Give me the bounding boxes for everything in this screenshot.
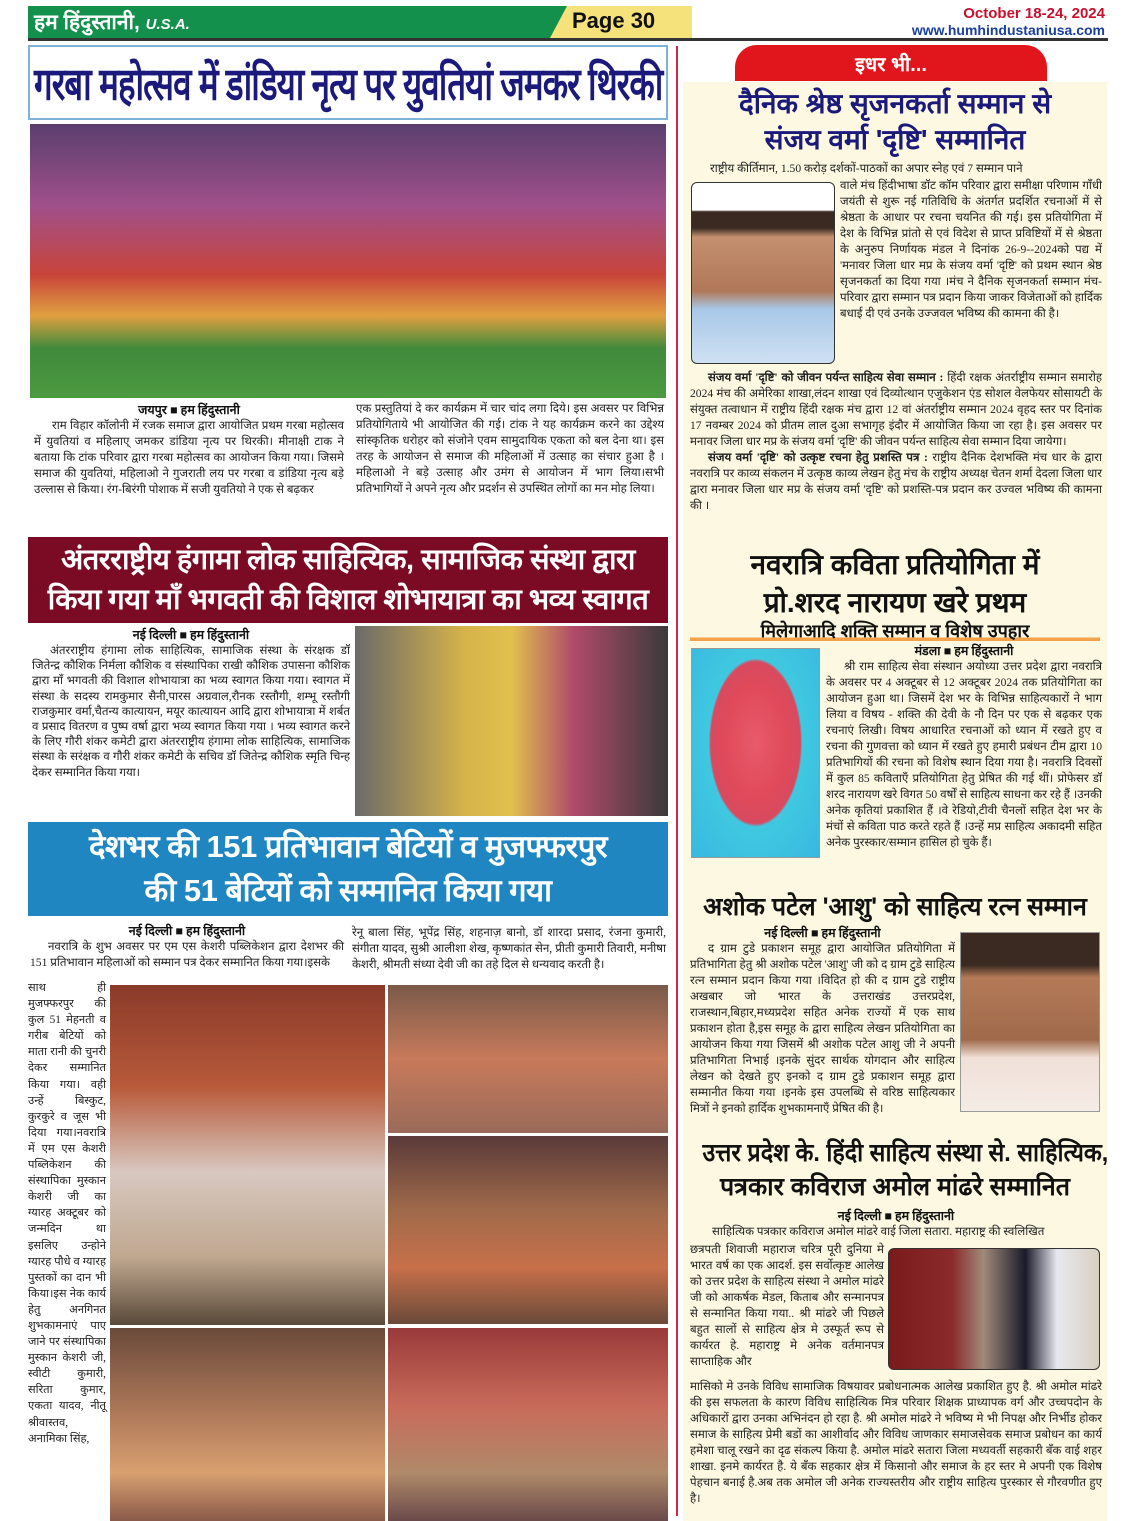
sharad-body: श्री राम साहित्य सेवा संस्थान अयोध्या उत्तर प्रदेश द्वारा नवरात्रि के अवसर पर 4 अक्टूबर से 12 अक्टूबर 2024 तक प्रतियोगिता का आयोजन हुआ था। जिसमें देश भर के विभिन्न साहित्यकारों ने भाग लिया व विषय - शक्ति की देवी के नौ दिन पर एक से बढ़कर एक रचनाएं लिखी। विषय आधारित रचनाओं को ध्यान में रखते हुए व रचना की गुणवत्ता को ध्यान में रखते हुए हमारी प्रबंधन टीम द्वारा 10 प्रतिभागियों की रचना को विशेष स्थान दिया गया है। नवरात्रि दिवसों में कुल 85 कविताएँ प्रतियोगिता हेतु प्रेषित की गई थीं। प्रोफेसर डॉ शरद नारायण खरे विगत 50 वर्षों से साहित्य साधना कर रहे हैं ।उनकी अनेक कृतियां प्रकाशित हैं ।वे रेडियो,टीवी चैनलों सहित देश भर के मंचों से कविता पाठ करते रहते हैं ।उन्हें मप्र साहित्य अकादमी सहित अनेक पुरस्कार/सम्मान हासिल हो चुके हैं। bbox=[826, 660, 1102, 849]
shobhayatra-headline-line2: किया गया माँ भगवती की विशाल शोभायात्रा का भव्य स्वागत bbox=[47, 584, 649, 616]
amol-dateline: नई दिल्ली ■ हम हिंदुस्तानी bbox=[837, 1209, 955, 1223]
website-link[interactable]: www.humhindustaniusa.com bbox=[911, 22, 1105, 38]
amol-award-photo bbox=[888, 1248, 1100, 1370]
sanjay-body: वाले मंच हिंदीभाषा डॉट कॉम परिवार द्वारा समीक्षा परिणाम गाँधी जयंती से शुरू नई गतिविधि के अंतर्गत प्रदर्शित रचनाओं में से श्रेष्ठता के आधार पर रचना चयनित की गई। इस प्रतियोगिता में देश के विभिन्न प्रांतो से एवं विदेश से प्राप्त प्रविष्टियों में से श्रेष्ठता के अनुरुप निर्णायक मंडल ने दिनांक 26-9--2024को पद्य में 'मनावर जिला धार मप्र के संजय वर्मा 'दृष्टि' को प्रथम स्थान श्रेष्ठ सृजनकर्ता का दिया गया ।मंच ने दैनिक सृजनकर्ता सम्मान मंच-परिवार द्वारा सम्मान पत्र प्रदान किया जाकर विजेताओं को हार्दिक बधाई दी एवं उनके उज्जवल भविष्य की कामना की है। bbox=[840, 179, 1102, 320]
issue-date: October 18-24, 2024 bbox=[963, 5, 1105, 22]
betiyan-photo-2 bbox=[388, 985, 668, 1133]
betiyan-narrow-text: साथ ही मुजफ्फरपुर की कुल 51 मेहनती व गरीब बेटियों को माता रानी की चुनरी देकर सम्मानित किया गया। वही उन्हें बिस्कुट, कुरकुरे व जूस भी दिया गया।नवरात्रि में एम एस केशरी पब्लिकेशन की संस्थापिका मुस्कान केशरी जी का ग्यारह अक्टूबर को जन्मदिन था इसलिए उन्होने ग्यारह पौधे व ग्यारह पुस्तकों का दान भी किया।इस नेक कार्य हेतु अनगिनत शुभकामनाएं पाए जाने पर संस्थापिका मुस्कान केशरी जी, स्वीटी कुमारी, सरिता कुमार, एकता यादव, नीतू श्रीवास्तव, अनामिका सिंह, bbox=[28, 982, 106, 1445]
garba-body-2: एक प्रस्तुतियां दे कर कार्यक्रम में चार चांद लगा दिये। इस अवसर पर विभिन्न प्रतियोगिताये भी आयोजित की गई। टांक ने यह कार्यक्रम करने का उद्देश्य सांस्कृतिक धरोहर को संजोने एवम सामुदायिक एकता को बल देना था। इस तरह के आयोजन से समाज की महिलाओं में उत्साह का संचार हुआ है । महिलाओ ने बड़े उत्साह और उमंग से आयोजन में भाग लिया।सभी प्रतिभागियों ने अपने नृत्य और प्रदर्शन से उपस्थित लोगों का मन मोह लिया। bbox=[356, 402, 664, 495]
page-number: Page 30 bbox=[572, 8, 656, 33]
sanjay-verma-photo bbox=[691, 182, 835, 364]
column-divider bbox=[676, 46, 678, 1516]
betiyan-intro bbox=[30, 922, 344, 971]
betiyan-names-text: रेनू बाला सिंह, भूपेंद्र सिंह, शहनाज़ बानो, डॉ शारदा प्रसाद, रंजना कुमारी, संगीता यादव, सुश्री आलीशा शेख, कृष्णकांत सेन, प्रीती कुमारी तिवारी, मनीषा केशरी, श्रीमती संध्या देवी जी का तहे दिल से धन्यवाद करती है। bbox=[352, 926, 666, 971]
ashok-patel-photo bbox=[960, 932, 1100, 1112]
sanjay-sub2-body: राष्ट्रीय दैनिक देशभक्ति मंच धार के द्वारा नवरात्रि पर काव्य संकलन में उत्कृष्ठ काव्य लेखन हेतु मंच के राष्ट्रीय अध्यक्ष चेतन शर्मा देदला जिला धार द्वारा मनावर जिला धार मप्र के संजय वर्मा 'दृष्टि' को प्रशस्ति-पत्र प्रदान कर उज्वल भविष्य की कामना की । bbox=[690, 451, 1102, 512]
sanjay-sub2-title: संजय वर्मा 'दृष्टि' को उत्कृष्ट रचना हेतु प्रशस्ति पत्र : bbox=[708, 451, 928, 464]
sharad-khare-photo bbox=[691, 648, 820, 858]
shobhayatra-headline-banner bbox=[28, 537, 668, 623]
ashok-headline-text: अशोक पटेल 'आशु' को साहित्य रत्न सम्मान bbox=[703, 893, 1087, 921]
sanjay-sub1-title: संजय वर्मा 'दृष्टि' को जीवन पर्यन्त साहित्य सेवा सम्मान : bbox=[708, 371, 944, 384]
amol-headline bbox=[688, 1136, 1109, 1204]
sharad-subheadline-text: मिलेगाआदि शक्ति सम्मान व विशेष उपहार bbox=[760, 621, 1030, 641]
paper-name bbox=[34, 8, 190, 36]
betiyan-photo-3 bbox=[388, 1136, 668, 1324]
sharad-headline-line2: प्रो.शरद नारायण खरे प्रथम bbox=[763, 587, 1027, 618]
sanjay-headline bbox=[688, 86, 1102, 158]
garba-dateline: जयपुर ■ हम हिंदुस्तानी bbox=[138, 403, 240, 417]
sharad-dateline: मंडला ■ हम हिंदुस्तानी bbox=[914, 644, 1014, 658]
ashok-headline bbox=[688, 890, 1102, 924]
garba-group-photo bbox=[30, 124, 666, 398]
betiyan-photo-4 bbox=[110, 1328, 385, 1521]
garba-body-1: राम विहार कॉलोनी में रजक समाज द्वारा आयोजित प्रथम गरबा महोत्सव में युवतियां व महिलाए् जमकर डांडिया नृत्य पर थिरकी। मीनाक्षी टाक ने बताया कि टांक परिवार द्वारा गरबा महोत्सव का आयोजन किया गया। जिसमे समाज की युवतियां, महिलाओ ने गुजराती लय पर गरबा व डांडिया नृत्य बड़े उल्लास से किया। रंग-बिरंगी पोशाक में सजी युवतियो ने एक से बढ़कर bbox=[34, 419, 344, 496]
sanjay-headline-line1: दैनिक श्रेष्ठ सृजनकर्ता सम्मान से bbox=[738, 88, 1052, 119]
betiyan-intro-text: नवरात्रि के शुभ अवसर पर एम एस केशरी पब्लिकेशन द्वारा देशभर की 151 प्रतिभावान महिलाओं को सम्मान पत्र देकर सम्मानित किया गया।इसके bbox=[30, 940, 344, 969]
garba-headline: गरबा महोत्सव में डांडिया नृत्य पर युवतियां जमकर थिरकी bbox=[33, 58, 663, 110]
betiyan-narrow-column bbox=[28, 980, 106, 1447]
betiyan-photo-1 bbox=[110, 985, 385, 1325]
garba-col2 bbox=[356, 401, 664, 497]
betiyan-photo-5 bbox=[388, 1328, 668, 1521]
ashok-dateline: नई दिल्ली ■ हम हिंदुस्तानी bbox=[764, 926, 881, 940]
betiyan-headline-line1: देशभर की 151 प्रतिभावान बेटियों व मुजफ्फरपुर bbox=[88, 829, 608, 864]
garba-headline-box bbox=[28, 45, 668, 120]
sharad-article bbox=[826, 642, 1102, 659]
amol-lead: साहित्यिक पत्रकार कविराज अमोल मांढरे वाई जिला सतारा. महाराष्ट्र की स्वलिखित bbox=[712, 1225, 1045, 1238]
ashok-article bbox=[690, 924, 955, 1117]
paper-suffix: U.S.A. bbox=[145, 16, 190, 33]
shobhayatra-article bbox=[32, 626, 350, 780]
ashok-body: द ग्राम टुडे प्रकाशन समूह द्वारा आयोजित प्रतियोगिता में प्रतिभागिता हेतु श्री अशोक पटेल 'आशु' जी को द ग्राम टुडे साहित्य रत्न सम्मान प्रदान किया गया ।विदित हो की द ग्राम टुडे राष्ट्रीय अखबार जो भारत के उत्तराखंड उत्तरप्रदेश, राजस्थान,बिहार,मध्यप्रदेश सहित अनेक राज्यों में एक साथ प्रकाशन होता है,इस समूह के द्वारा साहित्य लेखन प्रतियोगिता का आयोजन किया गया जिसमें श्री अशोक पटेल आशु जी ने अपनी प्रतिभागिता निभाई ।इनके सुंदर सार्थक योगदान और साहित्य लेखन को देखते हुए इनको द ग्राम टुडे प्रकाशन समूह द्वारा सम्मानीत किया गया ।इनके इस उपलब्धि से वरिष्ठ साहित्यकार मित्रों ने इनको हार्दिक शुभकामनाएँ प्रेषित की है। bbox=[690, 942, 955, 1115]
sanjay-sub1 bbox=[690, 370, 1102, 514]
section-label-idhar-bhi: इधर भी... bbox=[735, 45, 1047, 81]
shobhayatra-photo bbox=[355, 626, 668, 816]
sharad-subheadline bbox=[690, 619, 1100, 641]
betiyan-dateline: नई दिल्ली ■ हम हिंदुस्तानी bbox=[128, 924, 246, 938]
header-divider bbox=[28, 38, 1108, 41]
sharad-headline-line1: नवरात्रि कविता प्रतियोगिता में bbox=[750, 549, 1040, 580]
betiyan-names bbox=[352, 925, 666, 973]
betiyan-headline-line2: की 51 बेटियों को सम्मानित किया गया bbox=[144, 873, 552, 908]
amol-body: मासिको मे उनके विविध सामाजिक विषयावर प्रबोधनात्मक आलेख प्रकाशित हुए है. श्री अमोल मांढरे की इस सफलता के कारण विविध साहित्यिक मित्र परिवार शिक्षक प्राध्यापक वर्ग और उच्चपदोन के अधिकारों द्वारा उनका अभिनंदन हो रहा है. श्री अमोल मांढरे ने भविष्य मे भी निपक्ष और निर्भीड होकर समाज के साहित्य प्रेमी बडों का आशीर्वाद और विविध जाणकार समाजसेवक समाज प्रबोधन का कार्य हमेशा चालू रखने का दृढ संकल्प किया है. अमोल मांढरे सतारा जिला मध्यवर्ती सहकारी बँक वाई शहर शाखा. इनमे कार्यरत है. ये बँक सहकार क्षेत्र में किसानो और समाज के हर स्तर मे अपनी एक विशेष पेहचान बनाई है.अब तक अमोल जी अनेक राज्यस्तरीय और राष्ट्रीय साहित्य पुरस्कार से गौरवणीत हुए है। bbox=[690, 1380, 1102, 1505]
shobhayatra-headline-line1: अंतरराष्ट्रीय हंगामा लोक साहित्यिक, सामाजिक संस्था द्वारा bbox=[61, 544, 635, 576]
sanjay-lead: राष्ट्रीय कीर्तिमान, 1.50 करोड़ दर्शकों-पाठकों का अपार स्नेह एवं 7 सम्मान पाने bbox=[710, 162, 1023, 175]
sanjay-sub1-body: हिंदी रक्षक अंतर्राष्ट्रीय सम्मान समारोह 2024 मंच की अमेरिका शाखा,लंदन शाखा एवं दिव्योत्थान एजुकेशन एंड सोशल वेलफेयर सोसायटी के संयुक्त तत्वाधान में राष्ट्रीय हिंदी रक्षक मंच द्वारा 12 वां अंतर्राष्ट्रीय सम्मान 2024 वृहद स्तर पर दिनांक 17 नवम्बर 2024 को प्रीतम लाल दुआ सभागृह इंदौर में आयोजित किया जा रहा है। इस अवसर पर मनावर जिला धार मप्र के संजय वर्मा 'दृष्टि' की जीवन पर्यन्त साहित्य सेवा सम्मान दिया जायेगा। bbox=[690, 371, 1102, 448]
betiyan-headline-banner bbox=[28, 822, 668, 916]
shobhayatra-body: अंतरराष्ट्रीय हंगामा लोक साहित्यिक, सामाजिक संस्था के संरक्षक डॉ जितेन्द्र कौशिक निर्मला कौशिक व संस्थापिका राखी कौशिक उपासना कौशिक द्वारा माँ भगवती की विशाल शोभायात्रा का भव्य स्वागत किया गया। स्वागत में संस्था के सदस्य रामकुमार सैनी,पारस अग्रवाल,रौनक रस्तौगी, शम्भू रस्तौगी राजकुमार वर्मा,चैतन्य कात्यायन, मयूर कात्यायन आदि द्वारा शोभायात्रा में शर्बत व प्रसाद वितरण व पुष्प वर्षा द्वारा भव्य स्वागत किया गया । भव्य स्वागत करने के लिए गौरी शंकर कमेटी द्वारा अंतरराष्ट्रीय हंगामा लोक साहित्यिक, सामाजिक संस्था के सरंक्षक व गौरी शंकर कमेटी के सचिव डॉ जितेन्द्र कौशिक स्मृति चिन्ह देकर सम्मानित किया गया। bbox=[32, 644, 350, 779]
sharad-body-col bbox=[826, 659, 1102, 851]
amol-headline-line2: पत्रकार कविराज अमोल मांढरे सम्मानित bbox=[719, 1173, 1071, 1201]
amol-headline-line1: उत्तर प्रदेश के. हिंदी साहित्य संस्था से. साहित्यिक, bbox=[702, 1139, 1109, 1167]
sharad-headline bbox=[688, 546, 1102, 622]
garba-col1 bbox=[34, 401, 344, 498]
shobhayatra-dateline: नई दिल्ली ■ हम हिंदुस्तानी bbox=[132, 628, 250, 642]
paper-name-text: हम हिंदुस्तानी, bbox=[34, 11, 140, 34]
sanjay-headline-line2: संजय वर्मा 'दृष्टि' सम्मानित bbox=[764, 124, 1026, 155]
amol-beside-photo: छत्रपती शिवाजी महाराज चरित्र पूरी दुनिया मे भारत वर्ष का एक आदर्श. इस सर्वोत्कृष्ट आलेख को उत्तर प्रदेश के साहित्य संस्था ने अमोल मांढरे जी को आकर्षक मेडल, किताब और सन्मानपत्र से सन्मानित किया गया.. श्री मांढरे जी पिछले बहुत सालों से साहित्य क्षेत्र मे उस्फूर्त रूप से कार्यरत हे. महाराष्ट्र मे अनेक वर्तमानपत्र साप्ताहिक और bbox=[690, 1243, 884, 1368]
